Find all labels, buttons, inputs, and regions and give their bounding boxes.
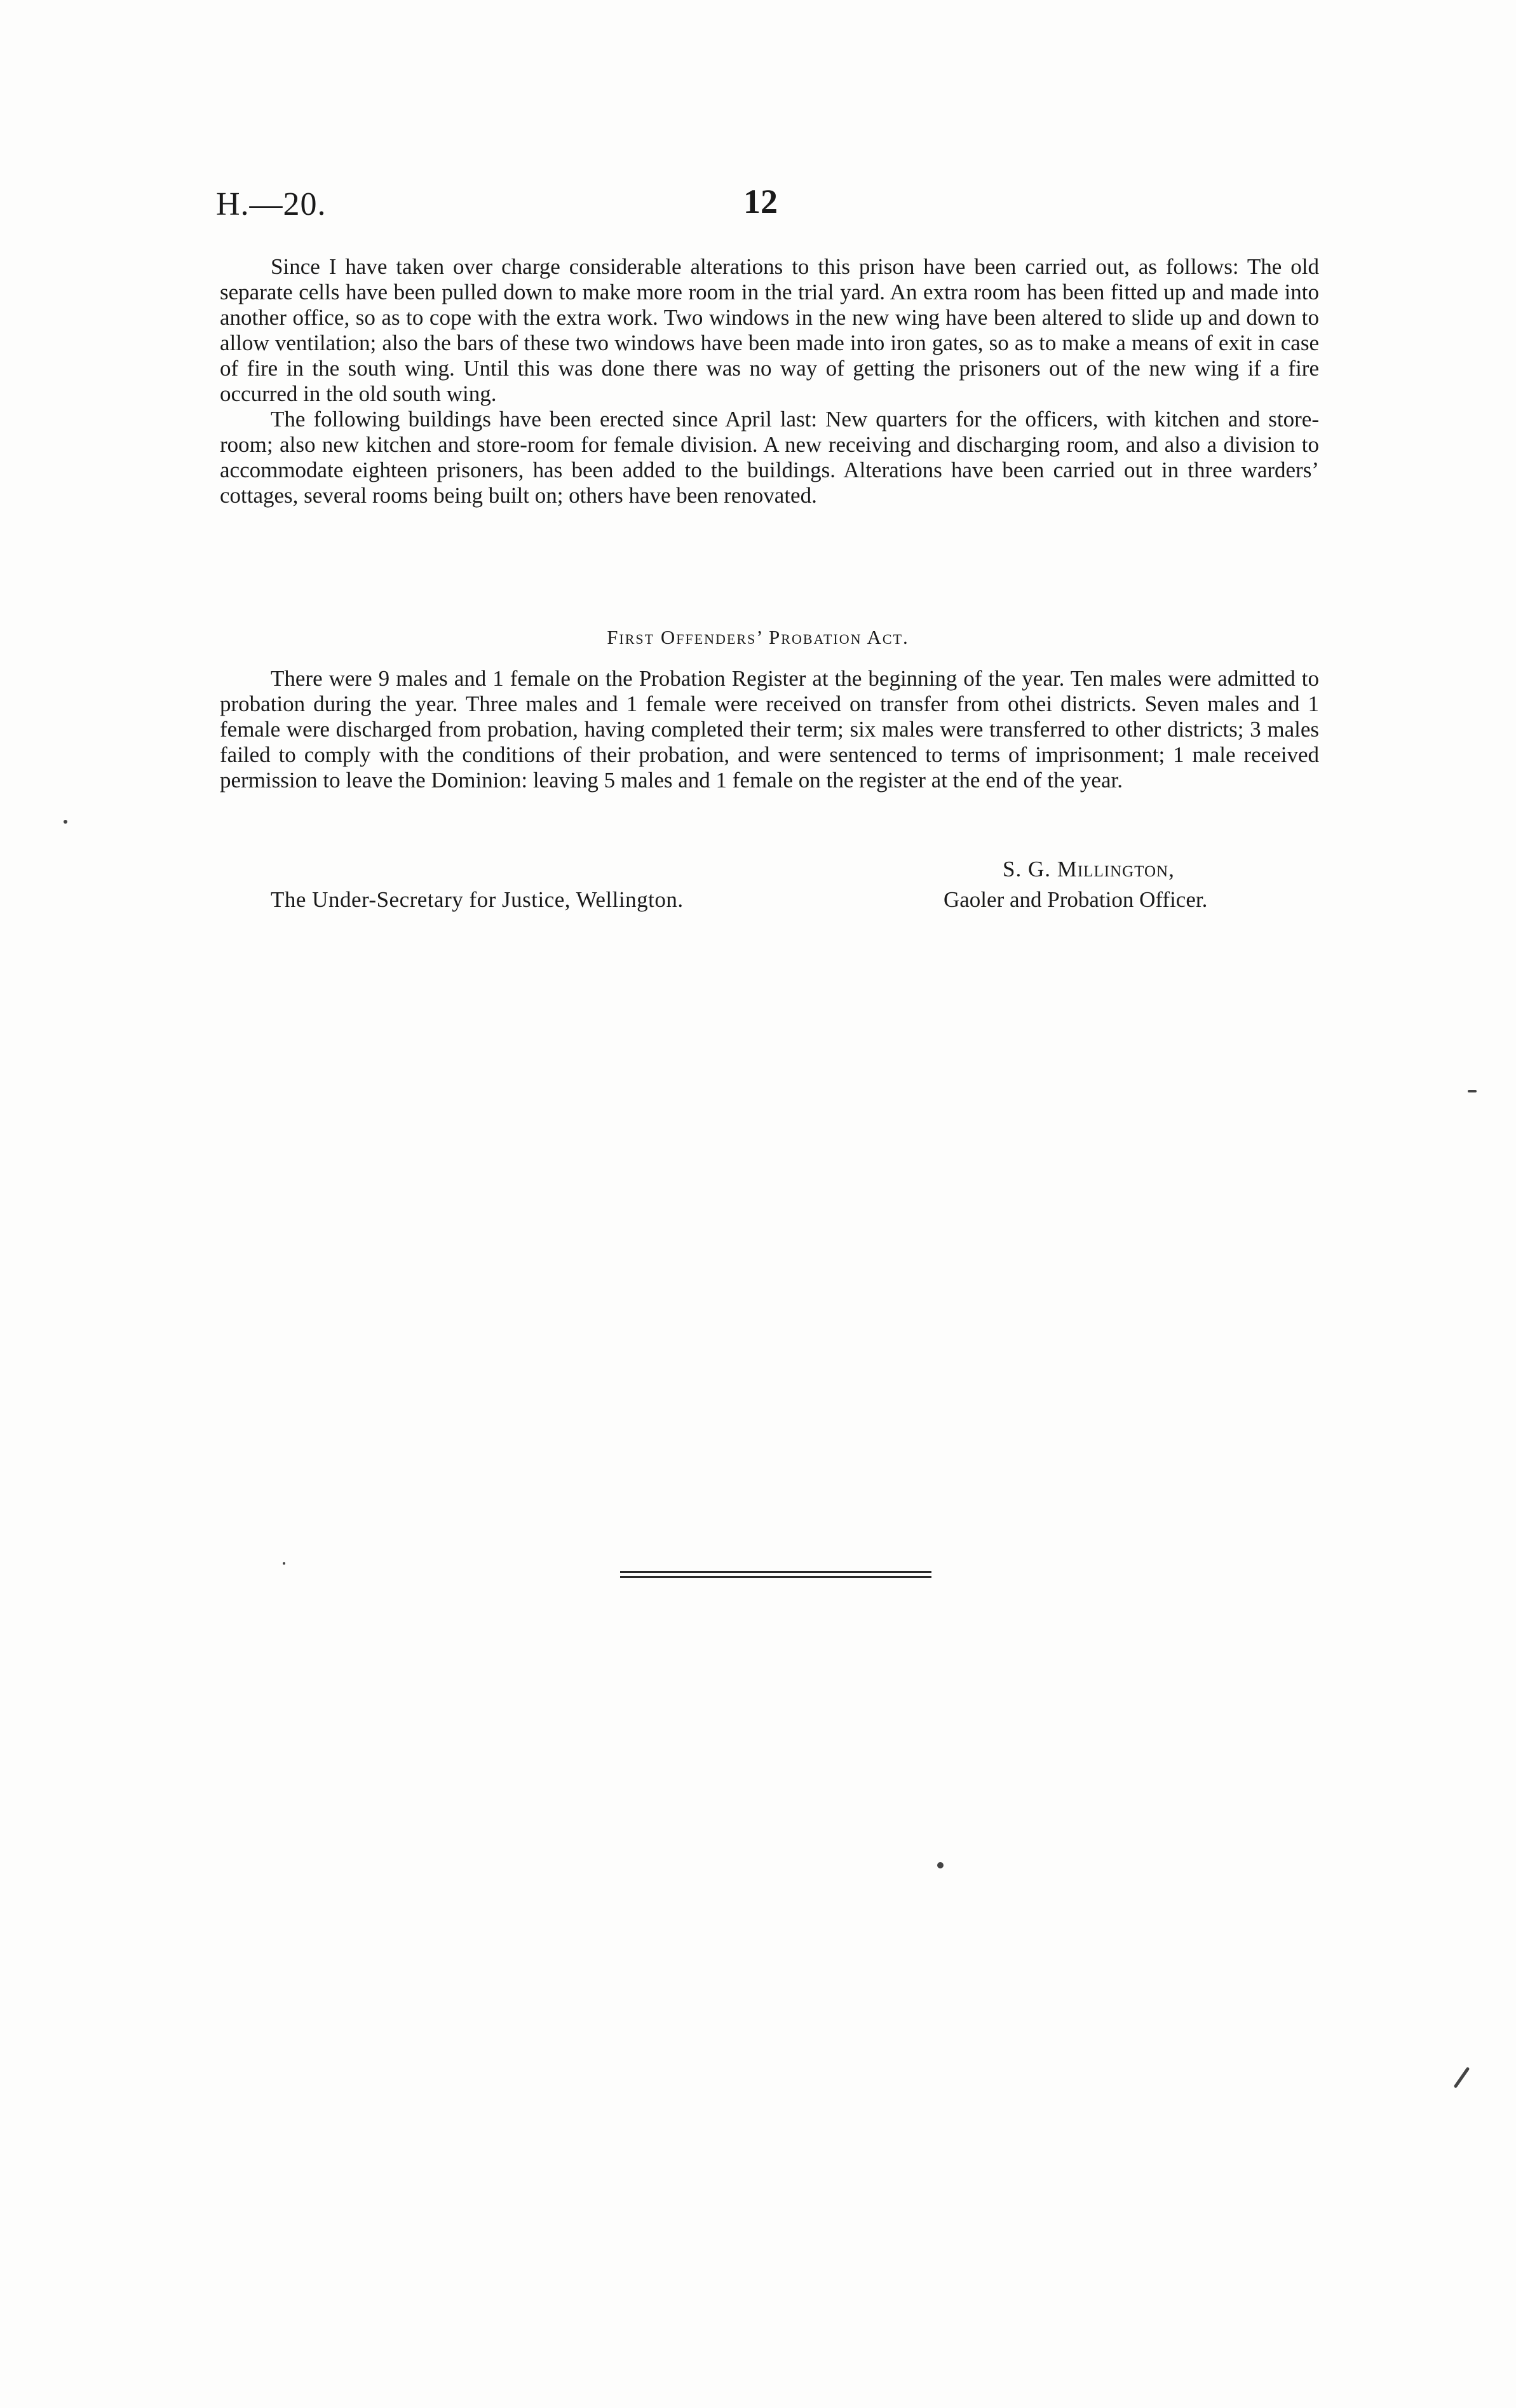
ink-speck	[64, 820, 67, 824]
paragraph-probation: There were 9 males and 1 female on the Probation Register at the beginning of the year. Ten males were admitted to probation during the year. Three males and 1 female were received on transfer from othei districts. Seven males and 1 female were discharged from probation, having completed their term; six males were transferred to other districts; 3 males failed to comply with the conditions of their probation, and were sentenced to terms of imprisonment; 1 male received permission to leave the Dominion: leaving 5 males and 1 female on the register at the end of the year.	[220, 666, 1319, 792]
report-body	[220, 254, 1319, 508]
ink-speck	[937, 1862, 944, 1868]
signatory-title: Gaoler and Probation Officer.	[944, 887, 1208, 912]
probation-body	[220, 666, 1319, 793]
ink-speck	[1468, 1090, 1477, 1092]
section-heading: First Offenders’ Probation Act.	[607, 626, 909, 648]
ink-speck	[1454, 2067, 1470, 2088]
signatory-name: S. G. Millington,	[1003, 857, 1175, 881]
paragraph-new-buildings: The following buildings have been erected since April last: New quarters for the officers, with kitchen and store-room; also new kitchen and store-room for female division. A new receiving and discharging room, and also a division to accommodate eighteen prisoners, has been added to the buildings. Alterations have been carried out in three warders’ cottages, several rooms being built on; others have been renovated.	[220, 407, 1319, 508]
ink-speck	[283, 1562, 285, 1565]
page-number: 12	[743, 182, 778, 221]
rule-line-bottom	[620, 1576, 931, 1578]
addressee: The Under-Secretary for Justice, Wellington.	[271, 887, 684, 912]
document-reference: H.—20.	[216, 186, 327, 222]
paragraph-alterations: Since I have taken over charge considerable alterations to this prison have been carried out, as follows: The old separate cells have been pulled down to make more room in the trial yard. An extra room has been fitted up and made into another office, so as to cope with the extra work. Two windows in the new wing have been altered to slide up and down to allow ventilation; also the bars of these two windows have been made into iron gates, so as to make a means of exit in case of fire in the south wing. Until this was done there was no way of getting the prisoners out of the new wing if a fire occurred in the old south wing.	[220, 254, 1319, 406]
closing-double-rule	[620, 1571, 931, 1579]
rule-line-top	[620, 1571, 931, 1573]
